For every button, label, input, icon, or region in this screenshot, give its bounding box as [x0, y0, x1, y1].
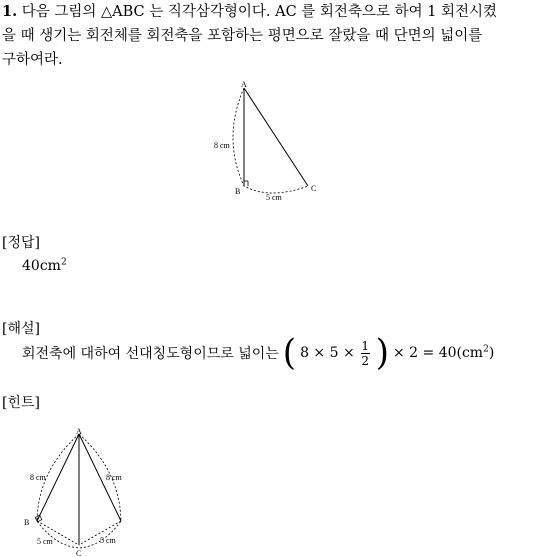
answer-value: [22, 258, 67, 274]
vertex-c: C: [311, 184, 317, 193]
side-ac: [244, 88, 308, 186]
label-right-bottom: 5 cm: [100, 536, 116, 545]
explanation-label: [해설]: [2, 321, 40, 337]
fraction-numerator: 1: [361, 338, 370, 353]
question-number: 1.: [2, 3, 18, 20]
question-line2: 을 때 생기는 회전체를 회전축을 포함하는 평면으로 잘랐을 때 단면의 넓이를: [2, 28, 483, 44]
explanation-rest: × $2 = 40(cm^2)$: [392, 344, 495, 361]
triangle-figure: [210, 78, 330, 206]
label-bc: 5 cm: [266, 193, 282, 202]
label-right-top: 8 cm: [106, 473, 122, 482]
answer-number: 40cm: [22, 258, 61, 274]
label-ab: 8 cm: [214, 141, 230, 150]
explanation-text: 회전축에 대하여 선대칭도형이므로 넓이는: [22, 346, 279, 362]
label-left-top: 8 cm: [30, 473, 46, 482]
fraction-denominator: 2: [361, 353, 370, 368]
vertex-a: A: [241, 80, 247, 89]
question-line3: 구하여라.: [2, 52, 63, 68]
question-text: [2, 0, 532, 72]
open-paren: (: [282, 332, 297, 374]
vertex-b: B: [24, 518, 30, 527]
answer-sup: 2: [60, 257, 67, 268]
vertex-a: A: [76, 427, 82, 436]
explanation-expr: 8 × 5 ×: [300, 345, 355, 361]
fraction-half: [361, 339, 370, 368]
explanation-line: [22, 332, 495, 374]
vertex-c: C: [76, 549, 82, 557]
answer-label: [정답]: [2, 235, 40, 251]
kite-figure: [20, 426, 138, 557]
close-paren: ): [375, 332, 389, 374]
vertex-b: B: [235, 187, 241, 196]
question-line1: 다음 그림의 △ABC 는 직각삼각형이다. AC 를 회전축으로 하여 1 회전시켰: [21, 4, 498, 20]
hint-label: [힌트]: [2, 395, 40, 411]
label-left-bottom: 5 cm: [37, 537, 53, 546]
